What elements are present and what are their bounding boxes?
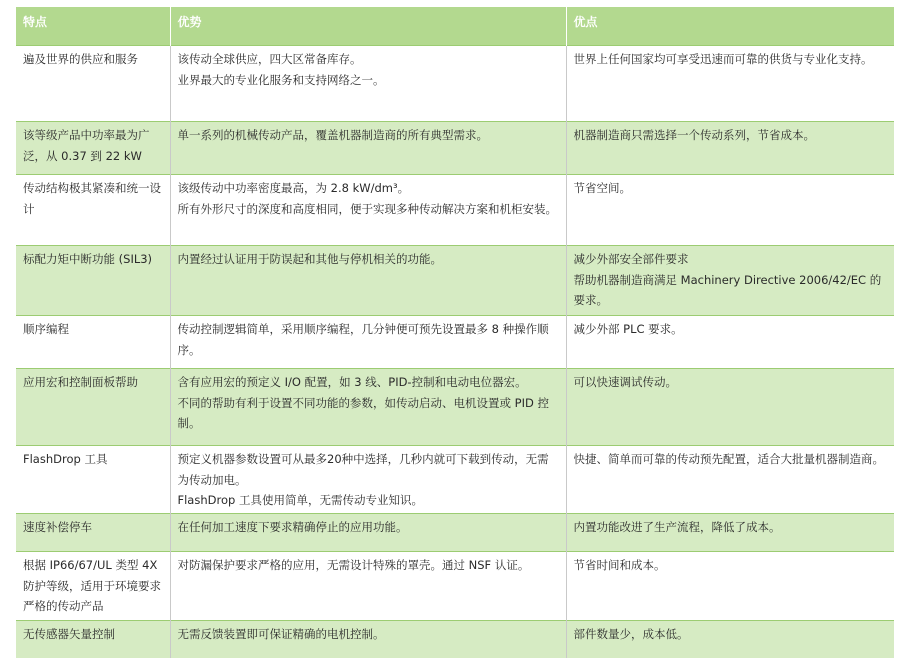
cell-feature (16, 369, 170, 446)
benefit-text: 节省空间。 (573, 181, 631, 195)
cell-advantage (170, 514, 566, 552)
feature-text: 应用宏和控制面板帮助 (23, 375, 138, 389)
advantage-text: 业界最大的专业化服务和支持网络之一。 (177, 72, 385, 87)
table-header-row (16, 7, 894, 46)
benefit-text: 机器制造商只需选择一个传动系列，节省成本。 (573, 128, 815, 142)
header-benefit: 优点 (566, 7, 894, 46)
cell-feature (16, 621, 170, 658)
table-row (16, 246, 894, 316)
feature-text: FlashDrop 工具 (23, 452, 108, 466)
benefit-text: 帮助机器制造商满足 Machinery Directive 2006/42/EC 的要求。 (573, 272, 882, 307)
advantage-text: 无需反馈装置即可保证精确的电机控制。 (177, 627, 385, 641)
feature-text: 顺序编程 (23, 322, 69, 336)
table-row (16, 46, 894, 122)
cell-feature (16, 246, 170, 316)
cell-benefit (566, 46, 894, 122)
cell-feature (16, 446, 170, 514)
table-row (16, 514, 894, 552)
cell-feature (16, 175, 170, 246)
cell-benefit (566, 175, 894, 246)
advantage-text: 预定义机器参数设置可从最多20种中选择，几秒内就可下载到传动，无需为传动加电。 (177, 452, 549, 487)
benefit-text: 部件数量少，成本低。 (573, 627, 689, 641)
cell-advantage (170, 175, 566, 246)
feature-text: 根据 IP66/67/UL 类型 4X 防护等级，适用于环境要求严格的传动产品 (23, 558, 161, 613)
benefit-text: 世界上任何国家均可享受迅速而可靠的供货与专业化支持。 (573, 52, 873, 66)
table-row (16, 369, 894, 446)
header-advantage: 优势 (170, 7, 566, 46)
feature-text: 速度补偿停车 (23, 520, 92, 534)
advantage-text: 内置经过认证用于防误起和其他与停机相关的功能。 (177, 252, 442, 266)
advantage-text: 该级传动中功率密度最高，为 2.8 kW/dm³。 (177, 181, 410, 195)
cell-advantage (170, 122, 566, 175)
header-feature: 特点 (16, 7, 170, 46)
cell-benefit (566, 369, 894, 446)
benefit-text: 减少外部 PLC 要求。 (573, 322, 683, 336)
cell-advantage (170, 316, 566, 369)
table-row (16, 552, 894, 621)
cell-feature (16, 46, 170, 122)
feature-text: 标配力矩中断功能 (SIL3) (23, 252, 153, 266)
cell-benefit (566, 446, 894, 514)
advantage-text: 不同的帮助有利于设置不同功能的参数，如传动启动、电机设置或 PID 控制。 (177, 395, 549, 430)
feature-benefit-table (16, 7, 894, 658)
cell-advantage (170, 621, 566, 658)
cell-advantage (170, 246, 566, 316)
benefit-text: 节省时间和成本。 (573, 558, 666, 572)
cell-advantage (170, 446, 566, 514)
table-row (16, 175, 894, 246)
cell-benefit (566, 316, 894, 369)
feature-text: 无传感器矢量控制 (23, 627, 115, 641)
advantage-text: 含有应用宏的预定义 I/O 配置，如 3 线、PID-控制和电动电位器宏。 (177, 375, 527, 389)
feature-text: 该等级产品中功率最为广泛，从 0.37 到 22 kW (23, 128, 150, 163)
cell-feature (16, 514, 170, 552)
advantage-text: 对防漏保护要求严格的应用，无需设计特殊的罩壳。通过 NSF 认证。 (177, 558, 530, 572)
advantage-text: 在任何加工速度下要求精确停止的应用功能。 (177, 520, 408, 534)
feature-text: 遍及世界的供应和服务 (23, 52, 138, 66)
cell-advantage (170, 552, 566, 621)
advantage-text: 单一系列的机械传动产品，覆盖机器制造商的所有典型需求。 (177, 128, 488, 142)
feature-table-container (16, 7, 894, 658)
table-row (16, 446, 894, 514)
advantage-text: 传动控制逻辑简单，采用顺序编程，几分钟便可预先设置最多 8 种操作顺序。 (177, 322, 549, 357)
benefit-text: 内置功能改进了生产流程，降低了成本。 (573, 520, 781, 534)
table-row (16, 316, 894, 369)
advantage-text: 所有外形尺寸的深度和高度相同，便于实现多种传动解决方案和机柜安装。 (177, 201, 557, 216)
benefit-text: 可以快速调试传动。 (573, 375, 677, 389)
benefit-text: 快捷、简单而可靠的传动预先配置，适合大批量机器制造商。 (573, 452, 884, 466)
cell-benefit (566, 246, 894, 316)
table-row (16, 621, 894, 658)
advantage-text: FlashDrop 工具使用简单，无需传动专业知识。 (177, 493, 423, 507)
cell-benefit (566, 122, 894, 175)
cell-advantage (170, 369, 566, 446)
table-row (16, 122, 894, 175)
advantage-text: 该传动全球供应，四大区常备库存。 (177, 52, 362, 66)
table-body (16, 46, 894, 658)
cell-feature (16, 552, 170, 621)
cell-feature (16, 316, 170, 369)
cell-benefit (566, 621, 894, 658)
cell-benefit (566, 552, 894, 621)
cell-feature (16, 122, 170, 175)
cell-advantage (170, 46, 566, 122)
benefit-text: 减少外部安全部件要求 (573, 252, 689, 266)
cell-benefit (566, 514, 894, 552)
feature-text: 传动结构极其紧凑和统一设计 (23, 181, 161, 216)
